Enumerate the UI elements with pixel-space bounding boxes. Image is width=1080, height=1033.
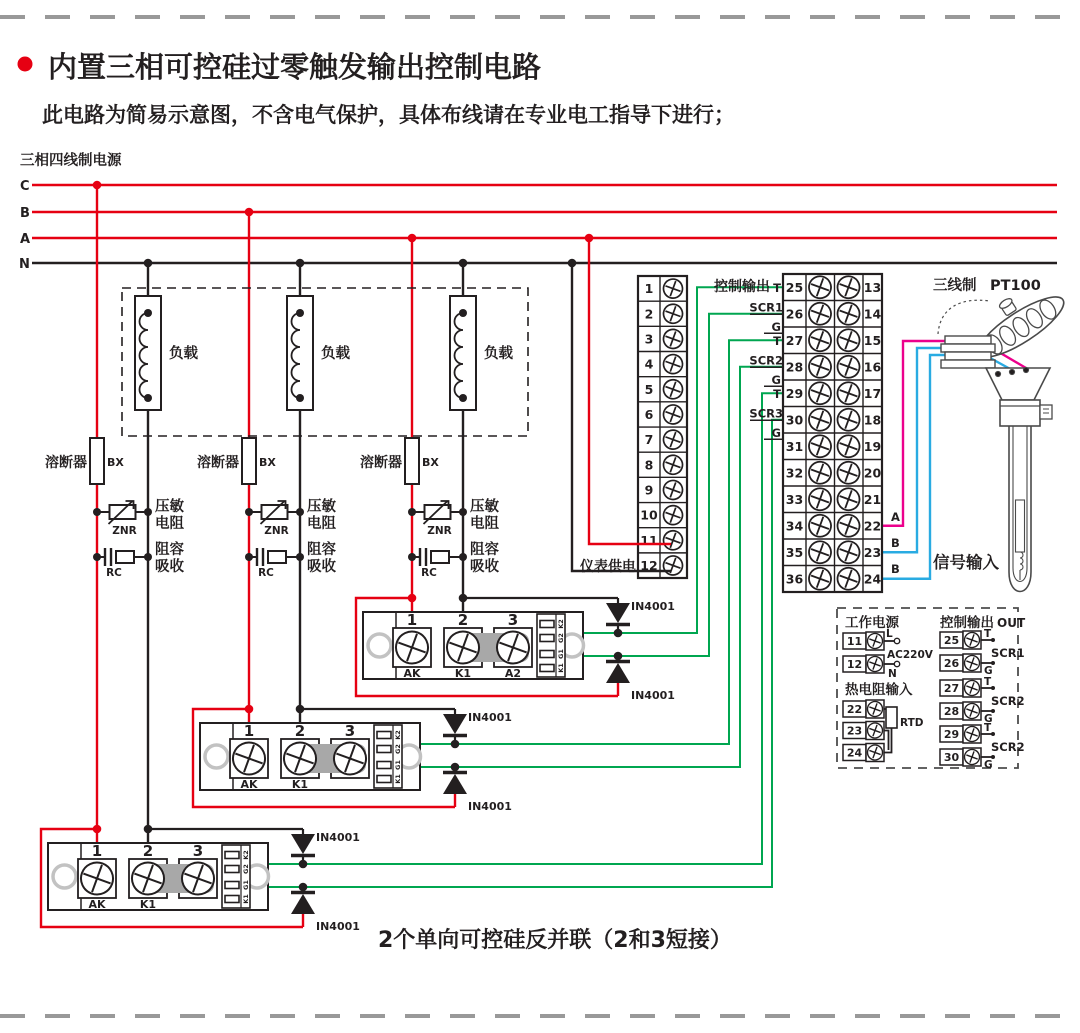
junction-dot: [93, 181, 102, 190]
legend-terminal-number: 24: [846, 746, 863, 760]
fuse-label: 溶断器: [360, 455, 402, 471]
terminal-number: 29: [785, 385, 804, 401]
varistor-label-1: 压敏: [155, 499, 184, 515]
module-terminal-label: AK: [88, 898, 106, 911]
diode-pair: [443, 711, 512, 813]
terminal-number: 32: [785, 465, 804, 481]
junction-dot: [408, 553, 416, 561]
control-output-g-label: G: [771, 425, 781, 440]
gate-pin: [540, 621, 554, 628]
fuse-label: 溶断器: [45, 455, 87, 471]
sensor-collar: [1000, 400, 1040, 426]
gate-pin: [377, 762, 391, 769]
junction-dot: [1009, 369, 1014, 374]
terminal-number: 14: [863, 306, 882, 322]
gate-pin: [225, 882, 239, 889]
terminal-number: 5: [644, 381, 654, 397]
legend-scr-label: SCR1: [991, 646, 1025, 660]
terminal-number: 16: [863, 359, 882, 375]
legend-neutral-label: N: [888, 668, 897, 680]
module-terminal-number: 2: [457, 611, 469, 629]
control-output-scr-label: SCR2: [749, 353, 783, 368]
terminal-number: 17: [863, 385, 882, 401]
mounting-hole: [368, 634, 391, 657]
legend-rtd-resistor: [886, 707, 897, 728]
gate-pin-label: G1: [242, 880, 250, 890]
signal-wire-label-b2: B: [891, 562, 900, 576]
junction-dot: [991, 638, 995, 642]
junction-dot: [296, 259, 305, 268]
fuse-symbol: [90, 438, 104, 484]
junction-dot: [1023, 367, 1028, 372]
terminal-number: 23: [863, 544, 882, 560]
junction-dot: [144, 553, 152, 561]
bottom-caption: 2个单向可控硅反并联（2和3短接）: [378, 928, 732, 953]
diode-label: IN4001: [631, 689, 675, 702]
legend-rtd-title: 热电阻输入: [845, 682, 913, 698]
diode-triangle: [606, 663, 630, 683]
rc-label-2: 吸收: [155, 559, 184, 575]
junction-dot: [991, 686, 995, 690]
phase-label-b: B: [20, 206, 30, 221]
load-label: 负载: [321, 346, 350, 362]
fuse-code: BX: [259, 456, 276, 469]
neutral-label-n: N: [19, 257, 30, 272]
legend-terminal-number: 26: [943, 657, 960, 670]
terminal-number: 9: [644, 482, 654, 498]
terminal-number: 35: [785, 544, 804, 560]
junction-dot: [144, 508, 152, 516]
mounting-hole: [53, 865, 76, 888]
terminal-number: 8: [644, 457, 654, 473]
rc-code: RC: [258, 567, 274, 579]
junction-dot: [144, 825, 153, 834]
page-subtitle: 此电路为简易示意图，不含电气保护，具体布线请在专业电工指导下进行；: [42, 103, 735, 127]
module-terminal-label: AK: [403, 667, 421, 680]
control-output-t-label: T: [773, 280, 781, 295]
module-terminal-label: K1: [454, 667, 472, 680]
gate-pin-label: G1: [557, 649, 565, 659]
fuse-symbol: [242, 438, 256, 484]
scr-module-2: [193, 705, 512, 813]
legend-terminal-number: 25: [943, 634, 960, 647]
gate-pin: [225, 896, 239, 903]
junction-dot: [296, 705, 305, 714]
junction-dot: [93, 825, 102, 834]
gate-pin: [540, 635, 554, 642]
rc-label-2: 吸收: [470, 559, 499, 575]
rc-label-1: 阻容: [470, 542, 499, 558]
junction-dot: [408, 594, 417, 603]
fuse-code: BX: [107, 456, 124, 469]
varistor-code: ZNR: [264, 525, 289, 537]
varistor-label-2: 电阻: [470, 516, 499, 532]
fuse-code: BX: [422, 456, 439, 469]
power-source-label: 三相四线制电源: [20, 153, 122, 169]
module-terminal-label: AK: [240, 778, 258, 791]
mounting-hole: [205, 745, 228, 768]
diode-triangle: [443, 774, 467, 794]
rc-resistor: [431, 551, 449, 563]
fuse-label: 溶断器: [197, 455, 239, 471]
rc-resistor: [116, 551, 134, 563]
junction-dot: [991, 732, 995, 736]
gate-pin-label: G2: [394, 744, 402, 754]
signal-input-label: 信号输入: [933, 553, 999, 572]
gate-pin: [225, 852, 239, 859]
junction-dot: [408, 234, 417, 243]
legend-terminal-number: 28: [943, 705, 960, 718]
title-bullet-icon: [18, 57, 33, 72]
terminal-number: 31: [785, 438, 804, 454]
junction-dot: [245, 553, 253, 561]
scr-module-1: [356, 594, 675, 702]
terminal-number: 22: [863, 518, 882, 534]
junction-dot: [296, 309, 304, 317]
diode-triangle: [606, 603, 630, 623]
gate-pin: [540, 651, 554, 658]
terminal-number: 15: [863, 332, 882, 348]
terminal-block-middle: [783, 273, 882, 593]
legend-t-label: T: [984, 722, 992, 734]
junction-dot: [245, 508, 253, 516]
junction-dot: [299, 860, 308, 869]
terminal-block-left: [638, 276, 687, 578]
junction-dot: [144, 394, 152, 402]
junction-dot: [299, 883, 308, 892]
legend-rtd-code: RTD: [900, 717, 924, 729]
legend-terminal-number: 27: [943, 682, 960, 695]
terminal-number: 34: [785, 518, 804, 534]
legend-terminal-number: 29: [943, 728, 960, 741]
legend-line-label: L: [886, 628, 893, 640]
terminal-number: 2: [644, 306, 654, 322]
legend-scr-label: SCR2: [991, 740, 1025, 754]
terminal-number: 26: [785, 306, 804, 322]
legend-t-label: T: [984, 628, 992, 640]
junction-dot: [459, 508, 467, 516]
terminal-number: 1: [644, 281, 654, 297]
sensor-element: [1016, 500, 1025, 552]
diode-pair: [606, 600, 675, 702]
module-terminal-number: 1: [406, 611, 418, 629]
phase-label-c: C: [20, 179, 30, 194]
diode-triangle: [291, 894, 315, 914]
junction-dot: [459, 259, 468, 268]
terminal-number: 10: [640, 507, 658, 523]
load-protection-group-3: [360, 296, 513, 579]
junction-dot: [614, 629, 623, 638]
control-output-scr-label: SCR3: [749, 406, 783, 421]
varistor-code: ZNR: [427, 525, 452, 537]
terminal-number: 13: [863, 279, 882, 295]
sensor-type-label: 三线制: [933, 278, 977, 294]
legend-scr-label: SCR2: [991, 694, 1025, 708]
legend-out-label: OUT: [997, 616, 1026, 630]
gate-pin-label: G2: [557, 633, 565, 643]
load-protection-group-2: [197, 296, 350, 579]
junction-dot: [296, 508, 304, 516]
legend-g-label: G: [984, 713, 993, 725]
rc-code: RC: [421, 567, 437, 579]
module-terminal-label: K1: [291, 778, 309, 791]
gate-pin-label: K2: [242, 850, 250, 860]
fuse-symbol: [405, 438, 419, 484]
signal-wire-label-a: A: [891, 510, 900, 524]
control-output-t-label: T: [773, 333, 781, 348]
scr-module-3: [41, 825, 360, 933]
legend-g-label: G: [984, 665, 993, 677]
terminal-number: 28: [785, 359, 804, 375]
terminal-number: 21: [863, 491, 882, 507]
control-output-t-label: T: [773, 386, 781, 401]
components-layer: [41, 181, 1071, 933]
varistor-label-2: 电阻: [155, 516, 184, 532]
junction-dot: [93, 508, 101, 516]
module-terminal-label: K1: [139, 898, 157, 911]
junction-dot: [296, 553, 304, 561]
varistor-label-1: 压敏: [470, 499, 499, 515]
control-output-label: 控制输出: [714, 279, 770, 295]
cap-dashed-arc: [938, 300, 990, 334]
legend-terminal-number: 23: [846, 724, 863, 738]
instrument-power-label: 仪表供电: [580, 559, 636, 575]
rc-label-1: 阻容: [307, 542, 336, 558]
gate-pin-label: K1: [557, 663, 565, 673]
gate-pin: [377, 776, 391, 783]
junction-dot: [459, 394, 467, 402]
diode-label: IN4001: [468, 711, 512, 724]
legend-t-label: T: [984, 676, 992, 688]
legend-terminal-number: 30: [943, 751, 960, 764]
phase-label-a: A: [20, 232, 31, 247]
diode-triangle: [443, 714, 467, 734]
terminal-number: 19: [863, 438, 882, 454]
diode-triangle: [291, 834, 315, 854]
load-label: 负载: [484, 346, 513, 362]
gate-pin: [377, 732, 391, 739]
control-output-g-label: G: [771, 319, 781, 334]
control-output-scr-label: SCR1: [749, 300, 783, 315]
legend-terminal-number: 22: [846, 703, 863, 716]
rc-resistor: [268, 551, 286, 563]
varistor-label-1: 压敏: [307, 499, 336, 515]
module-terminal-number: 3: [344, 722, 356, 740]
junction-dot: [459, 553, 467, 561]
terminal-number: 20: [863, 465, 882, 481]
power-bus: [19, 179, 1057, 272]
diode-pair: [291, 831, 360, 933]
diode-label: IN4001: [316, 831, 360, 844]
junction-dot: [459, 309, 467, 317]
legend-control-title: 控制输出: [940, 615, 994, 631]
legend-working-power-title: 工作电源: [845, 615, 899, 631]
sensor-thread: [945, 336, 991, 344]
signal-wire-label-b1: B: [891, 536, 900, 550]
rc-label-2: 吸收: [307, 559, 336, 575]
junction-dot: [408, 508, 416, 516]
terminal-number: 11: [640, 532, 658, 548]
diode-label: IN4001: [631, 600, 675, 613]
module-terminal-number: 1: [91, 842, 103, 860]
gate-pin-label: G2: [242, 864, 250, 874]
diode-label: IN4001: [316, 920, 360, 933]
terminal-number: 25: [785, 279, 804, 295]
module-terminal-number: 3: [507, 611, 519, 629]
junction-dot: [995, 371, 1000, 376]
junction-dot: [459, 594, 468, 603]
legend-voltage-label: AC220V: [887, 649, 933, 661]
module-terminal-number: 2: [294, 722, 306, 740]
page-title: 内置三相可控硅过零触发输出控制电路: [48, 50, 542, 84]
diode-label: IN4001: [468, 800, 512, 813]
junction-dot: [144, 309, 152, 317]
junction-dot: [451, 763, 460, 772]
gate-pin-label: K1: [394, 774, 402, 784]
gate-pin-label: K2: [394, 730, 402, 740]
gate-pin: [377, 746, 391, 753]
terminal-number: 30: [785, 412, 804, 428]
gate-pin: [225, 866, 239, 873]
terminal-number: 7: [644, 432, 654, 448]
terminal-number: 3: [644, 331, 654, 347]
legend-g-label: G: [984, 759, 993, 771]
varistor-symbol: [262, 505, 288, 519]
pt100-sensor: [938, 273, 1071, 591]
terminal-number: 27: [785, 332, 804, 348]
rc-label-1: 阻容: [155, 542, 184, 558]
legend-terminal-number: 11: [846, 635, 863, 648]
junction-dot: [296, 394, 304, 402]
varistor-label-2: 电阻: [307, 516, 336, 532]
junction-dot: [451, 740, 460, 749]
terminal-number: 4: [644, 356, 654, 372]
varistor-symbol: [110, 505, 136, 519]
junction-dot: [245, 208, 254, 217]
terminal-number: 36: [785, 571, 804, 587]
junction-dot: [614, 652, 623, 661]
gate-pin: [540, 665, 554, 672]
gate-pin-label: K1: [242, 894, 250, 904]
rc-code: RC: [106, 567, 122, 579]
junction-dot: [245, 705, 254, 714]
module-terminal-number: 3: [192, 842, 204, 860]
terminal-number: 12: [640, 557, 658, 573]
terminal-number: 24: [863, 571, 882, 587]
module-terminal-number: 1: [243, 722, 255, 740]
gate-pin-label: K2: [557, 619, 565, 629]
varistor-symbol: [425, 505, 451, 519]
terminal-number: 18: [863, 412, 882, 428]
varistor-code: ZNR: [112, 525, 137, 537]
sensor-element-coil: [1020, 552, 1023, 570]
module-terminal-number: 2: [142, 842, 154, 860]
load-label: 负载: [169, 346, 198, 362]
legend-terminal-number: 12: [846, 658, 863, 671]
terminal-number: 6: [644, 406, 654, 422]
control-output-g-label: G: [771, 372, 781, 387]
sensor-model-label: PT100: [990, 278, 1041, 294]
module-terminal-label: A2: [504, 667, 522, 680]
gate-pin-label: G1: [394, 760, 402, 770]
junction-dot: [144, 259, 153, 268]
junction-dot: [93, 553, 101, 561]
terminal-number: 33: [785, 491, 804, 507]
